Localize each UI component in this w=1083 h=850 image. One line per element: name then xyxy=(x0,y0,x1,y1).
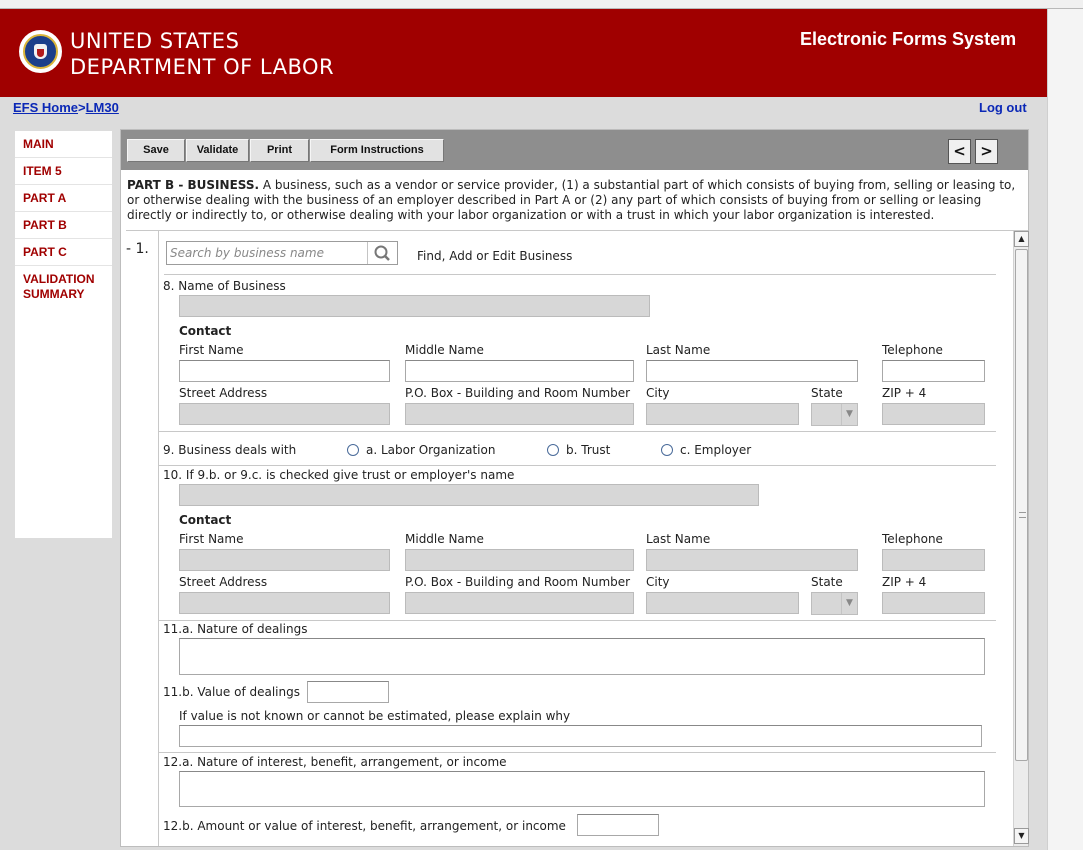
city-label: City xyxy=(646,386,670,400)
divider xyxy=(164,274,996,275)
save-button[interactable]: Save xyxy=(127,139,185,162)
radio-employer[interactable] xyxy=(661,444,673,456)
middle-name-label: Middle Name xyxy=(405,532,484,546)
chevron-down-icon: ▼ xyxy=(841,593,857,614)
print-button[interactable]: Print xyxy=(250,139,309,162)
dol-seal-icon xyxy=(19,30,62,73)
radio-labor-organization-label: a. Labor Organization xyxy=(366,443,496,457)
search-icon[interactable] xyxy=(367,242,397,264)
find-add-edit-label: Find, Add or Edit Business xyxy=(417,249,573,263)
state-select[interactable] xyxy=(811,592,858,615)
validate-button[interactable]: Validate xyxy=(186,139,249,162)
po-box-label: P.O. Box - Building and Room Number xyxy=(405,386,631,400)
radio-trust-label: b. Trust xyxy=(566,443,611,457)
scroll-down-icon[interactable]: ▼ xyxy=(1014,828,1029,844)
q12b-label: 12.b. Amount or value of interest, benefit, arrangement, or income xyxy=(163,819,566,833)
site-header xyxy=(0,9,1047,97)
business-name-field[interactable] xyxy=(179,295,650,317)
sidebar-item-main[interactable]: MAIN xyxy=(15,131,112,158)
first-name-label: First Name xyxy=(179,532,244,546)
sidebar-item-part-b[interactable]: PART B xyxy=(15,212,112,239)
street-address-field[interactable] xyxy=(179,403,390,425)
middle-name-field[interactable] xyxy=(405,360,634,382)
q11a-label: 11.a. Nature of dealings xyxy=(163,622,308,636)
telephone-field[interactable] xyxy=(882,549,985,571)
scroll-up-icon[interactable]: ▲ xyxy=(1014,231,1029,247)
entry-index: - 1. xyxy=(126,241,149,257)
city-label: City xyxy=(646,575,670,589)
system-title: Electronic Forms System xyxy=(800,29,1017,49)
po-box-field[interactable] xyxy=(405,403,634,425)
po-box-field[interactable] xyxy=(405,592,634,614)
agency-line-2: DEPARTMENT OF LABOR xyxy=(70,55,335,79)
agency-line-1: UNITED STATES xyxy=(70,29,240,53)
sidebar-item-part-a[interactable]: PART A xyxy=(15,185,112,212)
value-of-dealings-field[interactable] xyxy=(307,681,389,703)
telephone-label: Telephone xyxy=(882,343,943,357)
last-name-field[interactable] xyxy=(646,360,858,382)
zip-field[interactable] xyxy=(882,592,985,614)
po-box-label: P.O. Box - Building and Room Number xyxy=(405,575,631,589)
sidebar-item-validation-summary[interactable]: VALIDATION SUMMARY xyxy=(23,272,95,301)
previous-page-button[interactable]: < xyxy=(948,139,971,164)
chevron-down-icon: ▼ xyxy=(841,404,857,425)
divider xyxy=(159,465,996,466)
part-b-text: A business, such as a vendor or service provider, (1) a substantial part of which consists of buying from, selling or leasing to, or otherwise dealing with the business of an employer described in Part A or (2) any part of which consists of buying from or selling or leasing directly or indirectly to, or otherwise dealing with your labor organization or with a trust in which your labor organization is interested. xyxy=(127,178,1016,222)
logout-link[interactable]: Log out xyxy=(979,100,1027,115)
trust-employer-name-field[interactable] xyxy=(179,484,759,506)
next-page-button[interactable]: > xyxy=(975,139,998,164)
last-name-label: Last Name xyxy=(646,343,711,357)
city-field[interactable] xyxy=(646,403,799,425)
form-scrollbar[interactable] xyxy=(1013,231,1028,846)
telephone-label: Telephone xyxy=(882,532,943,546)
form-panel xyxy=(120,129,1029,847)
breadcrumb-home-link[interactable]: EFS Home xyxy=(13,100,79,115)
q11b-label: 11.b. Value of dealings xyxy=(163,685,300,699)
q8-label: 8. Name of Business xyxy=(163,279,286,293)
sidebar-item-part-c[interactable]: PART C xyxy=(15,239,112,266)
agency-name xyxy=(70,28,334,80)
search-placeholder: Search by business name xyxy=(170,246,324,260)
zip-label: ZIP + 4 xyxy=(882,386,927,400)
first-name-label: First Name xyxy=(179,343,244,357)
zip-field[interactable] xyxy=(882,403,985,425)
radio-employer-label: c. Employer xyxy=(680,443,752,457)
zip-label: ZIP + 4 xyxy=(882,575,927,589)
radio-labor-organization[interactable] xyxy=(347,444,359,456)
last-name-field[interactable] xyxy=(646,549,858,571)
q12a-label: 12.a. Nature of interest, benefit, arrangement, or income xyxy=(163,755,507,769)
business-entry-scroll-area[interactable] xyxy=(126,230,1028,846)
explain-value-field[interactable] xyxy=(179,725,982,747)
explain-value-label: If value is not known or cannot be estimated, please explain why xyxy=(179,709,571,723)
form-toolbar xyxy=(121,130,1028,170)
divider xyxy=(159,620,996,621)
window-right-gutter xyxy=(1047,9,1083,850)
divider xyxy=(159,752,996,753)
breadcrumb-current-link[interactable]: LM30 xyxy=(85,100,119,115)
entry-margin-rule xyxy=(158,231,159,846)
state-select[interactable] xyxy=(811,403,858,426)
browser-top-edge xyxy=(0,0,1083,9)
breadcrumb-bar xyxy=(0,97,1047,122)
q10-label: 10. If 9.b. or 9.c. is checked give trust or employer's name xyxy=(163,468,515,482)
street-address-field[interactable] xyxy=(179,592,390,614)
state-label: State xyxy=(811,575,843,589)
business-search-input[interactable] xyxy=(166,241,398,265)
nature-of-dealings-field[interactable] xyxy=(179,638,985,675)
state-label: State xyxy=(811,386,843,400)
scrollbar-thumb[interactable] xyxy=(1015,249,1028,761)
telephone-field[interactable] xyxy=(882,360,985,382)
part-b-heading: PART B - BUSINESS. xyxy=(127,178,260,192)
first-name-field[interactable] xyxy=(179,549,390,571)
form-instructions-button[interactable]: Form Instructions xyxy=(310,139,444,162)
last-name-label: Last Name xyxy=(646,532,711,546)
part-b-description xyxy=(127,178,1025,223)
radio-trust[interactable] xyxy=(547,444,559,456)
contact-heading: Contact xyxy=(179,324,232,338)
city-field[interactable] xyxy=(646,592,799,614)
sidebar-item-item-5[interactable]: ITEM 5 xyxy=(15,158,112,185)
amount-of-interest-field[interactable] xyxy=(577,814,659,836)
first-name-field[interactable] xyxy=(179,360,390,382)
nature-of-interest-field[interactable] xyxy=(179,771,985,807)
contact-heading: Contact xyxy=(179,513,232,527)
street-address-label: Street Address xyxy=(179,575,268,589)
breadcrumb xyxy=(13,100,119,115)
middle-name-label: Middle Name xyxy=(405,343,484,357)
street-address-label: Street Address xyxy=(179,386,268,400)
middle-name-field[interactable] xyxy=(405,549,634,571)
q9-label: 9. Business deals with xyxy=(163,443,297,457)
sidebar-nav xyxy=(15,131,112,538)
divider xyxy=(159,431,996,432)
breadcrumb-separator: > xyxy=(78,100,86,115)
